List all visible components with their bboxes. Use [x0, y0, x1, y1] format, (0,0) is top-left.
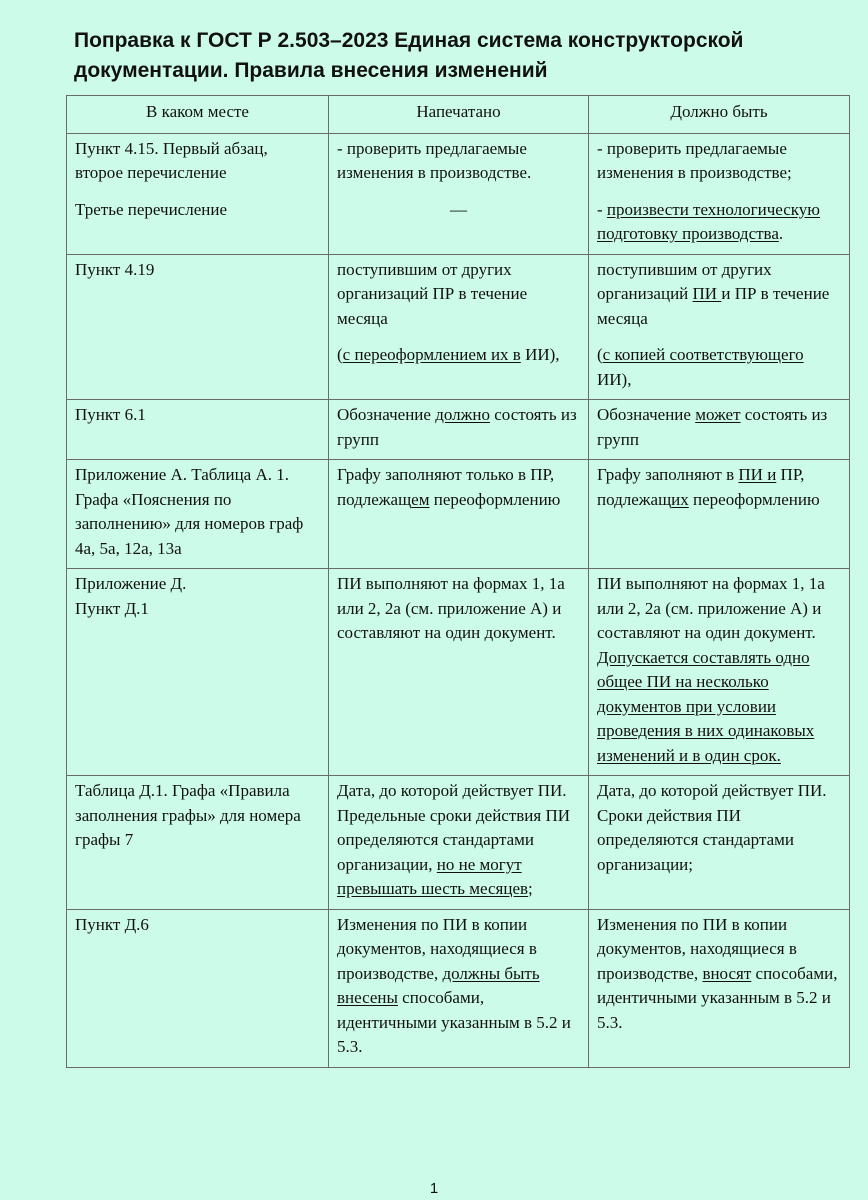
- cell-paragraph: [337, 403, 580, 452]
- text-segment: состоять из групп: [337, 405, 577, 449]
- cell-paragraph: [75, 137, 320, 186]
- cell-where: [67, 460, 329, 569]
- underlined-change: может: [695, 405, 741, 424]
- table-row: [67, 254, 850, 400]
- cell-printed: [329, 400, 589, 460]
- header-should-be: Должно быть: [589, 96, 850, 134]
- cell-should-be: [589, 254, 850, 400]
- text-segment: Сроки действия ПИ определяются стандартами организации;: [597, 805, 794, 874]
- text-segment: Изменения по ПИ в копии документов, находящиеся в производстве,: [337, 914, 537, 983]
- text-segment: Дата, до которой действует ПИ. Предельные сроки действия ПИ определяются стандартами организации,: [337, 781, 571, 874]
- cell-paragraph: [597, 463, 841, 512]
- cell-where: [67, 254, 329, 400]
- table-body: [67, 133, 850, 1067]
- text-segment: Пункт 4.19: [75, 259, 155, 279]
- cell-paragraph: [597, 779, 841, 877]
- cell-printed: [329, 460, 589, 569]
- text-segment: Дата, до которой действует ПИ.: [597, 781, 827, 800]
- cell-printed: [329, 909, 589, 1067]
- text-segment: - проверить предлагаемые изменения в производстве.: [337, 138, 532, 182]
- cell-where: [67, 400, 329, 460]
- cell-paragraph: [75, 403, 320, 428]
- text-segment: состоять из групп: [597, 405, 828, 449]
- text-segment: -: [597, 199, 607, 219]
- cell-paragraph: [337, 913, 580, 1060]
- cell-where: [67, 569, 329, 776]
- text-segment: Пункт 4.15. Первый абзац, второе перечисление: [75, 138, 268, 182]
- cell-paragraph: [337, 198, 580, 223]
- cell-paragraph: [597, 403, 841, 452]
- text-segment: ПИ выполняют на формах 1, 1а или 2, 2а (см. приложение А) и составляют на один документ.: [597, 574, 825, 642]
- cell-paragraph: [337, 572, 580, 646]
- text-segment: ИИ),: [520, 345, 560, 364]
- underlined-change: но не могут превышать шесть месяцев: [337, 854, 529, 898]
- cell-paragraph: [337, 779, 580, 902]
- text-segment: Пункт 6.1: [75, 405, 146, 424]
- text-segment: ИИ),: [597, 369, 632, 389]
- text-segment: ;: [528, 879, 533, 898]
- table-row: [67, 569, 850, 776]
- underlined-change: их: [671, 489, 689, 509]
- cell-should-be: [589, 133, 850, 254]
- text-segment: Изменения по ПИ в копии документов, находящиеся в производстве,: [597, 914, 797, 983]
- underlined-change: произвести технологическую подготовку производства: [597, 199, 821, 243]
- text-segment: Таблица Д.1. Графа «Правила заполнения графы» для номера графы 7: [75, 781, 301, 849]
- cell-paragraph: [337, 343, 580, 368]
- cell-paragraph: [597, 343, 841, 392]
- underlined-change: ПИ: [692, 284, 722, 303]
- table-row: [67, 460, 850, 569]
- cell-paragraph: [597, 198, 841, 247]
- cell-paragraph: [75, 463, 320, 561]
- underlined-change: ем: [411, 489, 430, 509]
- text-segment: —: [450, 199, 467, 219]
- text-segment: способами, идентичными указанным в 5.2 и 5.3.: [597, 963, 838, 1032]
- text-segment: способами, идентичными указанным в 5.2 и 5.3.: [337, 988, 571, 1056]
- text-segment: Пункт Д.1: [75, 598, 149, 618]
- underlined-change: с переоформлением их в: [342, 345, 521, 364]
- cell-where: [67, 909, 329, 1067]
- underlined-change: Допускается составлять одно общее ПИ на несколько документов при условии проведения в них одинаковых изменений и в один срок.: [597, 647, 815, 765]
- table-row: [67, 776, 850, 910]
- cell-paragraph: [75, 198, 320, 223]
- text-segment: Графу заполняют в: [597, 465, 739, 484]
- header-printed: Напечатано: [329, 96, 589, 134]
- cell-printed: [329, 569, 589, 776]
- text-segment: - проверить предлагаемые изменения в производстве;: [597, 138, 792, 182]
- text-segment: .: [778, 224, 784, 243]
- page-number: 1: [429, 1180, 439, 1197]
- text-segment: (: [597, 345, 603, 364]
- cell-should-be: [589, 776, 850, 910]
- text-segment: поступившим от других организаций ПР в течение месяца: [337, 259, 528, 328]
- cell-paragraph: [75, 779, 320, 853]
- text-segment: Пункт Д.6: [75, 914, 149, 934]
- underlined-change: должны быть внесены: [337, 963, 540, 1007]
- cell-printed: [329, 254, 589, 400]
- cell-paragraph: [337, 137, 580, 186]
- cell-paragraph: [597, 258, 841, 332]
- text-segment: ПИ выполняют на формах 1, 1а или 2, 2а (см. приложение А) и составляют на один документ.: [337, 574, 565, 642]
- cell-paragraph: [597, 572, 841, 768]
- text-segment: Обозначение: [337, 405, 436, 424]
- cell-should-be: [589, 569, 850, 776]
- table-row: [67, 133, 850, 254]
- cell-printed: [329, 776, 589, 910]
- table-row: [67, 400, 850, 460]
- text-segment: поступившим от других организаций: [597, 259, 772, 303]
- table-row: [67, 909, 850, 1067]
- cell-should-be: [589, 400, 850, 460]
- cell-paragraph: [597, 913, 841, 1036]
- cell-paragraph: [597, 137, 841, 186]
- cell-where: [67, 776, 329, 910]
- document-title: Поправка к ГОСТ Р 2.503–2023 Единая система конструкторской документации. Правила внесения изменений: [74, 29, 744, 82]
- cell-where: [67, 133, 329, 254]
- text-segment: Приложение А. Таблица А. 1. Графа «Пояснения по заполнению» для номеров граф 4а, 5а, 12а, 13а: [75, 465, 304, 558]
- text-segment: Приложение Д.: [75, 574, 187, 593]
- text-segment: Обозначение: [597, 405, 696, 424]
- cell-paragraph: [75, 913, 320, 938]
- cell-printed: [329, 133, 589, 254]
- cell-paragraph: [337, 258, 580, 332]
- table-header-row: [67, 96, 850, 134]
- text-segment: переоформлению: [688, 489, 820, 509]
- underlined-change: ПИ и: [738, 465, 777, 484]
- text-segment: и ПР в течение месяца: [597, 284, 830, 328]
- cell-should-be: [589, 460, 850, 569]
- text-segment: (: [337, 345, 343, 364]
- cell-should-be: [589, 909, 850, 1067]
- cell-paragraph: [75, 572, 320, 621]
- text-segment: ПР, подлежащ: [597, 465, 805, 509]
- header-where: В каком месте: [67, 96, 329, 134]
- cell-paragraph: [337, 463, 580, 512]
- underlined-change: должно: [435, 405, 490, 424]
- text-segment: Графу заполняют только в ПР, подлежащ: [337, 465, 555, 509]
- text-segment: Третье перечисление: [75, 199, 227, 219]
- text-segment: переоформлению: [429, 489, 561, 509]
- underlined-change: вносят: [702, 963, 752, 983]
- underlined-change: с копией соответствующего: [602, 345, 804, 364]
- amendment-table: [66, 95, 850, 1068]
- cell-paragraph: [75, 258, 320, 283]
